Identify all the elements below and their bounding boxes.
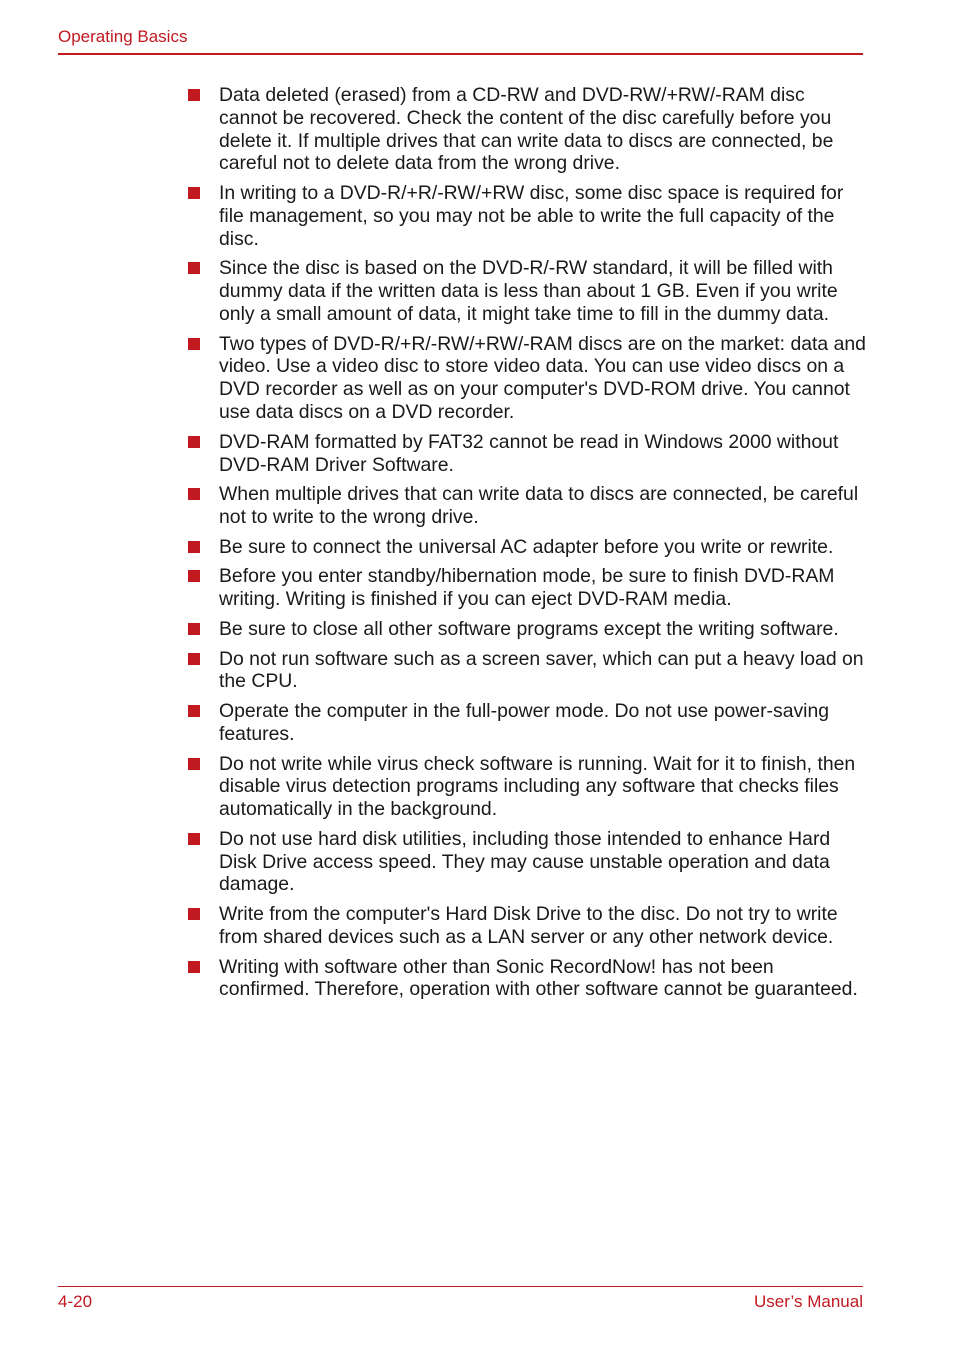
bullet-list — [188, 84, 868, 1008]
square-bullet-icon — [188, 262, 200, 274]
list-item-text: Do not use hard disk utilities, including those intended to enhance Hard Disk Drive access speed. They may cause unstable operation and data damage. — [219, 827, 831, 896]
square-bullet-icon — [188, 436, 200, 448]
square-bullet-icon — [188, 758, 200, 770]
list-item-text: Operate the computer in the full-power mode. Do not use power-saving features. — [219, 700, 830, 745]
list-item-text: DVD-RAM formatted by FAT32 cannot be read in Windows 2000 without DVD-RAM Driver Software. — [219, 430, 839, 476]
square-bullet-icon — [188, 570, 200, 582]
running-header: Operating Basics — [58, 27, 188, 46]
list-item-text: Be sure to close all other software programs except the writing software. — [219, 617, 839, 640]
square-bullet-icon — [188, 89, 200, 101]
square-bullet-icon — [188, 488, 200, 500]
square-bullet-icon — [188, 961, 200, 973]
list-item — [188, 257, 868, 325]
list-item — [188, 903, 868, 949]
list-item-text: Do not run software such as a screen saver, which can put a heavy load on the CPU. — [219, 647, 864, 693]
list-item-text: Write from the computer's Hard Disk Drive to the disc. Do not try to write from shared devices such as a LAN server or any other network device. — [219, 903, 838, 948]
list-item — [188, 536, 868, 559]
list-item-text: Writing with software other than Sonic RecordNow! has not been confirmed. Therefore, operation with other software cannot be guaranteed. — [219, 955, 858, 1001]
square-bullet-icon — [188, 338, 200, 350]
list-item-text: Data deleted (erased) from a CD-RW and DVD-RW/+RW/-RAM disc cannot be recovered. Check the content of the disc carefully before you delete it. If multiple drives that can write data to discs are connected, be careful not to delete data from the wrong drive. — [219, 84, 834, 175]
list-item — [188, 618, 868, 641]
list-item-text: Since the disc is based on the DVD-R/-RW standard, it will be filled with dummy data if the written data is less than about 1 GB. Even if you write only a small amount of data, it might take time to fill in the dummy data. — [219, 257, 838, 325]
square-bullet-icon — [188, 187, 200, 199]
list-item — [188, 648, 868, 694]
list-item-text: Be sure to connect the universal AC adapter before you write or rewrite. — [219, 535, 834, 558]
list-item — [188, 565, 868, 611]
list-item — [188, 333, 868, 424]
footer-rule — [58, 1286, 863, 1287]
list-item — [188, 828, 868, 896]
list-item — [188, 753, 868, 821]
list-item — [188, 84, 868, 175]
square-bullet-icon — [188, 908, 200, 920]
list-item — [188, 483, 868, 529]
list-item-text: Two types of DVD-R/+R/-RW/+RW/-RAM discs are on the market: data and video. Use a video disc to store video data. You can use video discs on a DVD recorder as well as on your computer's DVD-ROM drive. You cannot use data discs on a DVD recorder. — [219, 332, 866, 424]
manual-title: User’s Manual — [754, 1292, 863, 1311]
square-bullet-icon — [188, 833, 200, 845]
list-item — [188, 956, 868, 1002]
list-item — [188, 431, 868, 477]
list-item — [188, 182, 868, 250]
square-bullet-icon — [188, 623, 200, 635]
header-rule — [58, 53, 863, 55]
list-item-text: When multiple drives that can write data to discs are connected, be careful not to write to the wrong drive. — [219, 483, 859, 528]
square-bullet-icon — [188, 705, 200, 717]
list-item-text: Before you enter standby/hibernation mode, be sure to finish DVD-RAM writing. Writing is finished if you can eject DVD-RAM media. — [219, 565, 835, 611]
square-bullet-icon — [188, 541, 200, 553]
list-item — [188, 700, 868, 746]
page-number: 4-20 — [58, 1292, 93, 1311]
square-bullet-icon — [188, 653, 200, 665]
list-item-text: In writing to a DVD-R/+R/-RW/+RW disc, some disc space is required for file management, so you may not be able to write the full capacity of the disc. — [219, 182, 844, 250]
list-item-text: Do not write while virus check software is running. Wait for it to finish, then disable virus detection programs including any software that checks files automatically in the background. — [219, 752, 856, 821]
